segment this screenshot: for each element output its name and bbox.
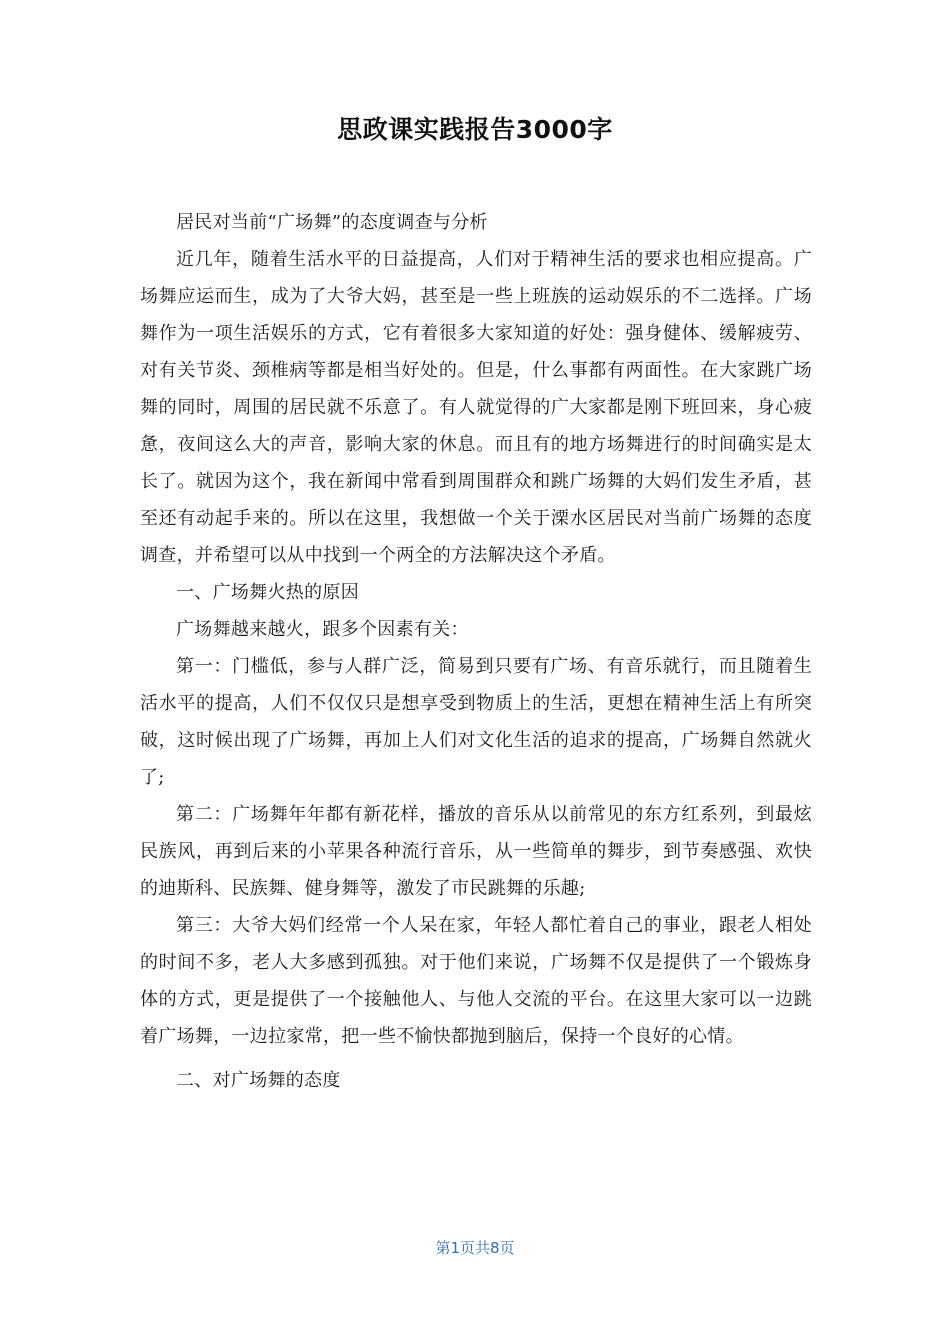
page-number-footer: 第1页共8页 — [435, 1239, 515, 1257]
paragraph-reason-2: 第二：广场舞年年都有新花样，播放的音乐从以前常见的东方红系列，到最炫民族风，再到后来的小苹果各种流行音乐，从一些简单的舞步，到节奏感强、欢快的迪斯科、民族舞、健身舞等，激发了市民跳舞的乐趣; — [140, 804, 812, 899]
document-title: 思政课实践报告3000字 — [337, 115, 613, 144]
paragraph-reasons-lead: 广场舞越来越火，跟多个因素有关： — [176, 619, 469, 640]
paragraph-reason-3: 第三：大爷大妈们经常一个人呆在家，年轻人都忙着自己的事业，跟老人相处的时间不多，老人大多感到孤独。对于他们来说，广场舞不仅是提供了一个锻炼身体的方式，更是提供了一个接触他人、与他人交流的平台。在这里大家可以一边跳着广场舞，一边拉家常，把一些不愉快都抛到脑后，保持一个良好的心情。 — [140, 915, 812, 1047]
section-heading-reasons: 一、广场舞火热的原因 — [176, 582, 359, 603]
paragraph-intro: 近几年，随着生活水平的日益提高，人们对于精神生活的要求也相应提高。广场舞应运而生，成为了大爷大妈，甚至是一些上班族的运动娱乐的不二选择。广场舞作为一项生活娱乐的方式，它有着很多大家知道的好处：强身健体、缓解疲劳、对有关节炎、颈椎病等都是相当好处的。但是，什么事都有两面性。在大家跳广场舞的同时，周围的居民就不乐意了。有人就觉得的广大家都是刚下班回来，身心疲惫，夜间这么大的声音，影响大家的休息。而且有的地方场舞进行的时间确实是太长了。就因为这个，我在新闻中常看到周围群众和跳广场舞的大妈们发生矛盾，甚至还有动起手来的。所以在这里，我想做一个关于溧水区居民对当前广场舞的态度调查，并希望可以从中找到一个两全的方法解决这个矛盾。 — [140, 249, 812, 566]
document-body — [140, 204, 812, 1099]
section-heading-attitude: 二、对广场舞的态度 — [176, 1070, 341, 1091]
paragraph-reason-1: 第一：门槛低，参与人群广泛，简易到只要有广场、有音乐就行，而且随着生活水平的提高，人们不仅仅只是想享受到物质上的生活，更想在精神生活上有所突破，这时候出现了广场舞，再加上人们对文化生活的追求的提高，广场舞自然就火了; — [140, 656, 812, 788]
paragraph-subtitle: 居民对当前“广场舞”的态度调查与分析 — [176, 212, 488, 233]
